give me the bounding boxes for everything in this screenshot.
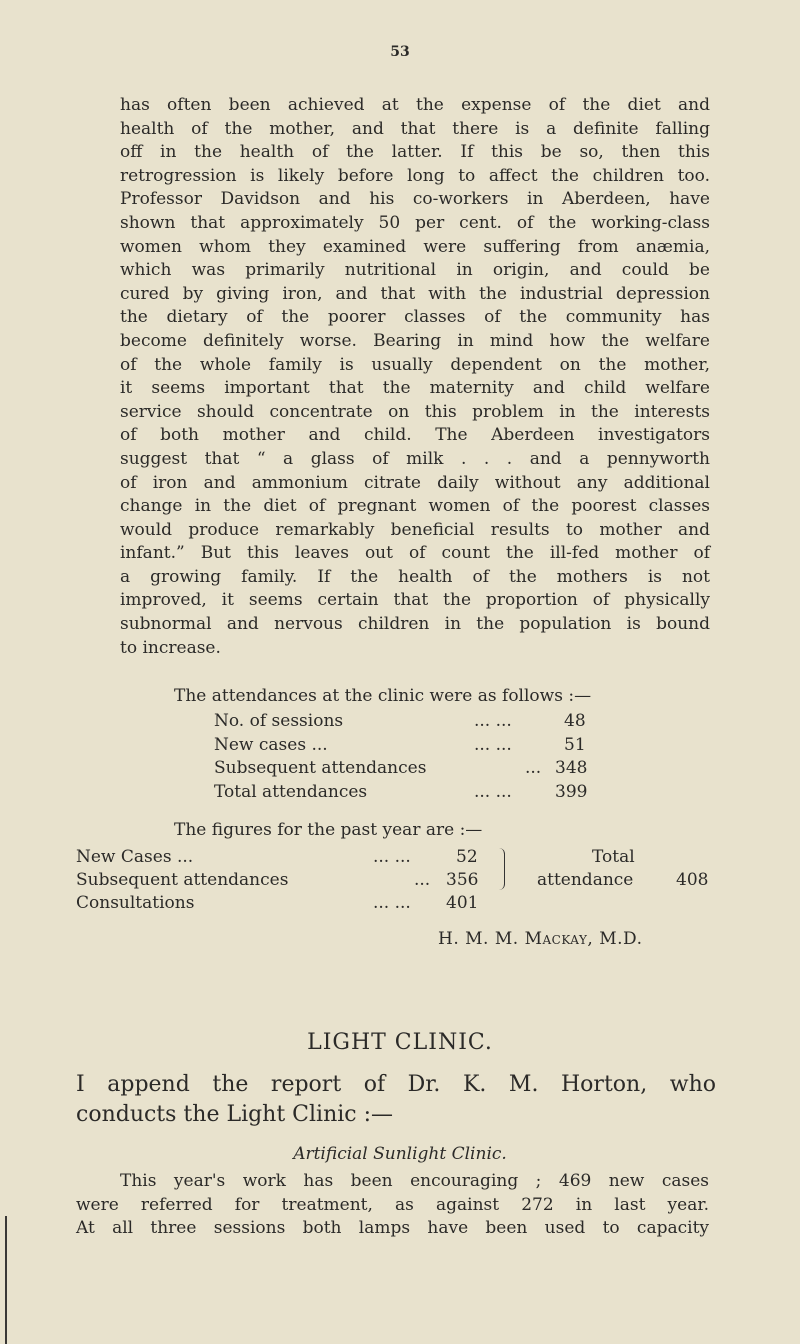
text-line: were referred for treatment, as against 272 in last year.	[76, 1194, 709, 1215]
text-line: a growing family. If the health of the mothers is not	[120, 566, 710, 587]
subheading: Artificial Sunlight Clinic.	[293, 1144, 507, 1164]
text-line: it seems important that the maternity and child welfare	[120, 378, 710, 399]
past-label: New Cases ...	[76, 847, 194, 867]
past-year-intro: The figures for the past year are :—	[174, 820, 483, 840]
signature-degree: , M.D.	[587, 929, 643, 949]
total-label: attendance	[537, 870, 634, 890]
text-line: infant.” But this leaves out of count the ill-fed mother of	[120, 543, 710, 564]
stat-value: 348	[555, 758, 588, 778]
stat-value: 48	[564, 711, 586, 731]
brace	[496, 848, 505, 890]
text-line: the dietary of the poorer classes of the community has	[120, 307, 710, 328]
total-value: 408	[676, 870, 709, 890]
past-label: Subsequent attendances	[76, 870, 289, 890]
text-line: change in the diet of pregnant women of the poorest classes	[120, 496, 710, 517]
body-paragraph	[120, 94, 710, 660]
stat-value: 399	[555, 782, 588, 802]
past-year-row	[76, 893, 636, 917]
final-paragraph	[76, 1170, 709, 1241]
text-line: of the whole family is usually dependent on the mother,	[120, 354, 710, 375]
scan-edge	[5, 1216, 7, 1344]
text-line: retrogression is likely before long to affect the children too.	[120, 165, 710, 186]
text-line: subnormal and nervous children in the population is bound	[120, 614, 710, 635]
stat-value: 51	[564, 735, 586, 755]
leader-dots: ... ...	[373, 893, 411, 913]
text-line: shown that approximately 50 per cent. of the working-class	[120, 212, 710, 233]
text-line: service should concentrate on this problem in the interests	[120, 401, 710, 422]
past-value: 401	[446, 893, 479, 913]
text-line: Professor Davidson and his co-workers in Aberdeen, have	[120, 189, 710, 210]
signature	[438, 929, 642, 949]
text-line: off in the health of the latter. If this be so, then this	[120, 142, 710, 163]
attendances-intro: The attendances at the clinic were as follows :—	[174, 686, 592, 706]
leader-dots: ...	[414, 870, 431, 890]
text-line: I append the report of Dr. K. M. Horton, who	[76, 1072, 716, 1097]
past-label: Consultations	[76, 893, 195, 913]
section-heading: LIGHT CLINIC.	[307, 1030, 493, 1055]
text-line: of both mother and child. The Aberdeen investigators	[120, 425, 710, 446]
text-line: This year's work has been encouraging ; 469 new cases	[120, 1171, 709, 1191]
text-line: to increase.	[120, 637, 221, 658]
signature-initials: H. M. M.	[438, 929, 519, 949]
signature-surname: Mackay	[524, 929, 588, 949]
leader-dots: ...	[525, 758, 542, 778]
leader-dots: ... ...	[474, 782, 512, 802]
text-line: which was primarily nutritional in origin, and could be	[120, 260, 710, 281]
past-value: 52	[456, 847, 478, 867]
past-value: 356	[446, 870, 479, 890]
text-line: conducts the Light Clinic :—	[76, 1102, 394, 1127]
text-line: cured by giving iron, and that with the industrial depression	[120, 283, 710, 304]
leader-dots: ... ...	[474, 711, 512, 731]
text-line: At all three sessions both lamps have been used to capacity	[76, 1218, 709, 1239]
stat-label: New cases ...	[214, 735, 328, 755]
leader-dots: ... ...	[373, 847, 411, 867]
stat-label: Total attendances	[214, 782, 368, 802]
past-year-row	[76, 847, 636, 871]
lead-paragraph	[76, 1070, 716, 1130]
stat-label: Subsequent attendances	[214, 758, 427, 778]
stat-label: No. of sessions	[214, 711, 344, 731]
stat-row	[214, 711, 594, 735]
stat-row	[214, 782, 594, 806]
page-number: 53	[390, 44, 410, 60]
text-line: has often been achieved at the expense of the diet and	[120, 95, 710, 115]
text-line: suggest that “ a glass of milk . . . and a pennyworth	[120, 448, 710, 469]
stat-row	[214, 758, 594, 782]
total-label: Total	[592, 847, 635, 867]
text-line: of iron and ammonium citrate daily without any additional	[120, 472, 710, 493]
leader-dots: ... ...	[474, 735, 512, 755]
text-line: become definitely worse. Bearing in mind how the welfare	[120, 330, 710, 351]
text-line: women whom they examined were suffering from anæmia,	[120, 236, 710, 257]
text-line: would produce remarkably beneficial results to mother and	[120, 519, 710, 540]
text-line: improved, it seems certain that the proportion of physically	[120, 590, 710, 611]
text-line: health of the mother, and that there is a definite falling	[120, 118, 710, 139]
stat-row	[214, 735, 594, 759]
